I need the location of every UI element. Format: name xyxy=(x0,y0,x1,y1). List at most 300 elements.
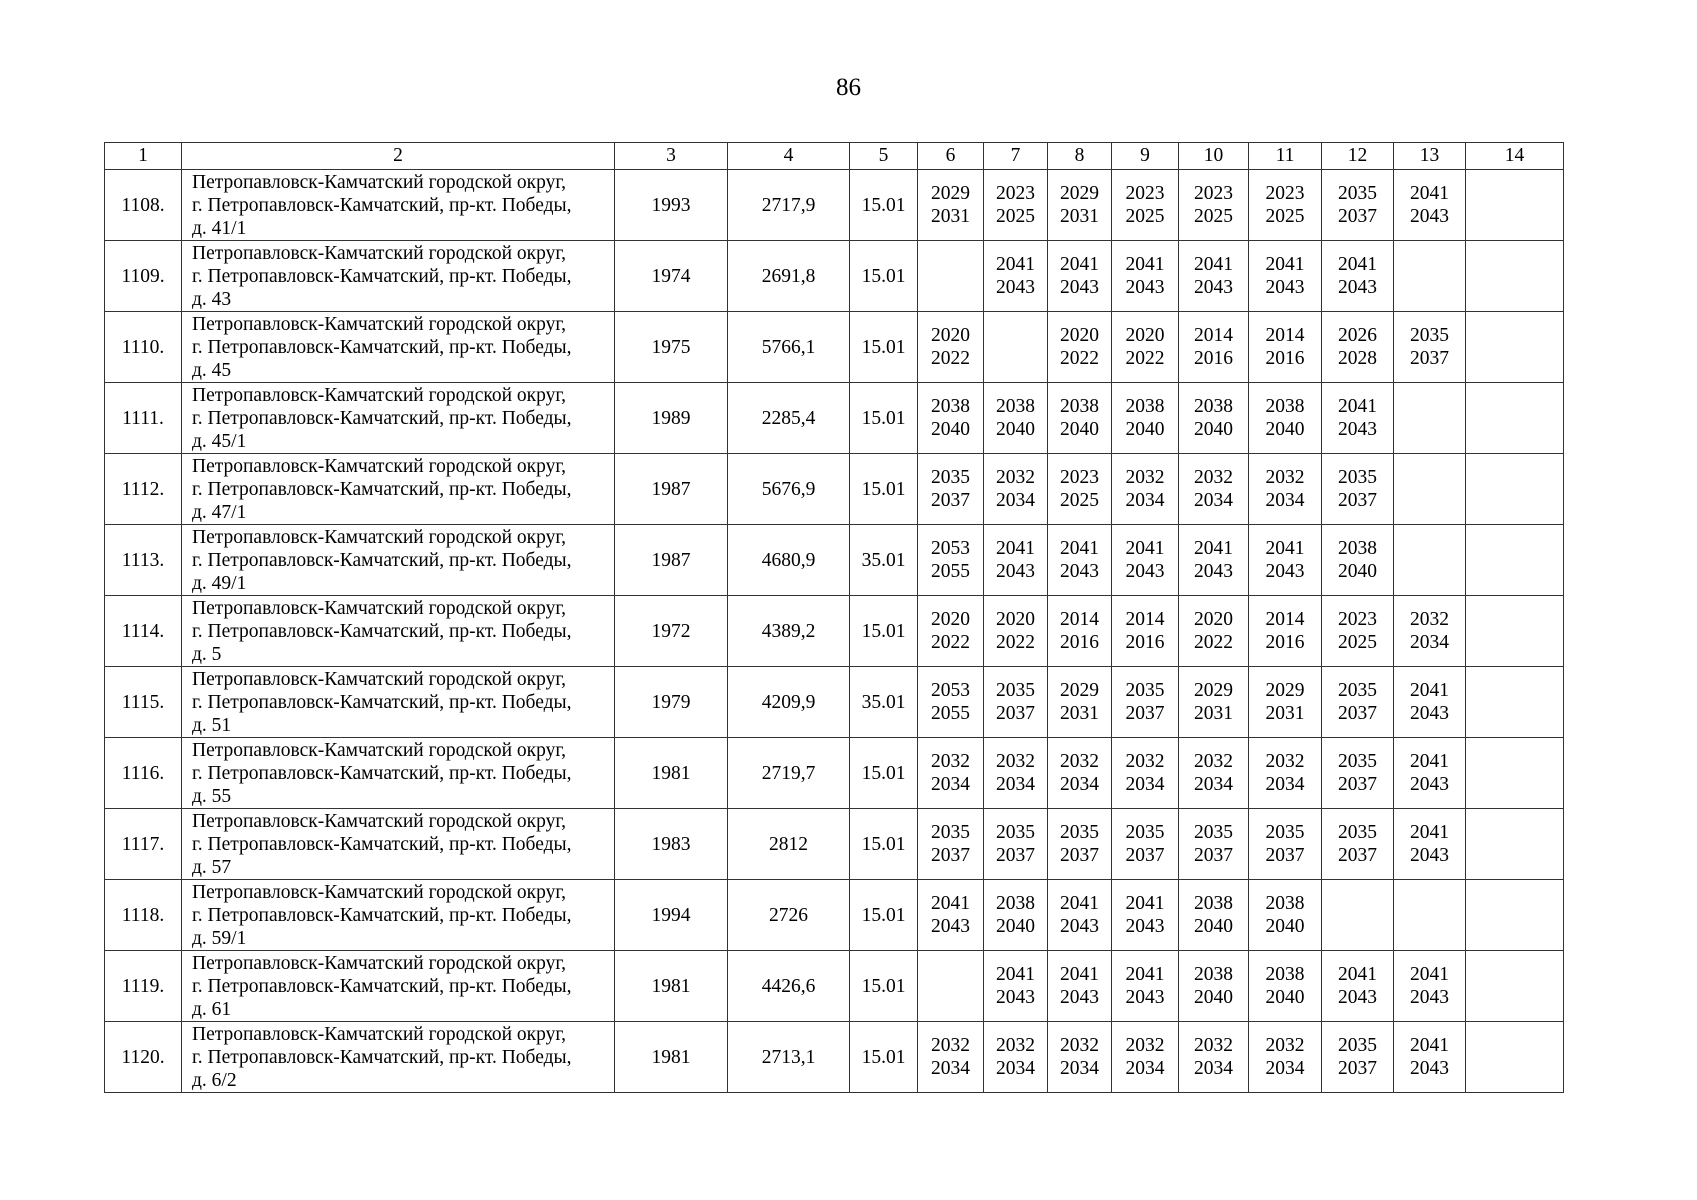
period-cell xyxy=(1048,525,1112,596)
period-end-year: 2022 xyxy=(931,348,970,369)
period-end-year: 2016 xyxy=(1265,632,1305,653)
period-end-year: 2043 xyxy=(996,561,1035,582)
period-cell xyxy=(1394,738,1466,809)
period-start-year: 2041 xyxy=(1125,964,1165,985)
period-cell xyxy=(1112,170,1179,241)
period-end-year: 2034 xyxy=(1265,1058,1305,1079)
period-end-year: 2025 xyxy=(1125,206,1165,227)
period-cell xyxy=(1048,312,1112,383)
table-row xyxy=(105,596,1564,667)
code-cell: 15.01 xyxy=(850,170,918,241)
build-year-cell: 1983 xyxy=(615,809,728,880)
period-cell xyxy=(1322,1022,1394,1093)
period-cell xyxy=(1322,170,1394,241)
period-cell xyxy=(1394,951,1466,1022)
period-end-year: 2040 xyxy=(1265,916,1305,937)
column-header-7: 7 xyxy=(984,143,1048,170)
address-line: Петропавловск-Камчатский городской округ, xyxy=(192,384,567,406)
period-cell xyxy=(1179,880,1249,951)
period-end-year: 2040 xyxy=(1194,916,1233,937)
row-number: 1116. xyxy=(105,738,182,809)
period-cell xyxy=(984,525,1048,596)
table-row xyxy=(105,880,1564,951)
period-end-year: 2037 xyxy=(1125,703,1165,724)
period-start-year: 2038 xyxy=(996,396,1035,417)
period-cell xyxy=(1249,525,1322,596)
period-start-year: 2032 xyxy=(1265,751,1305,772)
period-end-year: 2028 xyxy=(1338,348,1377,369)
row-number: 1113. xyxy=(105,525,182,596)
period-start-year: 2014 xyxy=(1060,609,1099,630)
period-cell xyxy=(1322,312,1394,383)
period-start-year: 2038 xyxy=(1265,396,1305,417)
period-start-year: 2041 xyxy=(996,964,1035,985)
code-cell: 15.01 xyxy=(850,809,918,880)
period-end-year: 2037 xyxy=(1338,1058,1377,1079)
period-end-year: 2031 xyxy=(1194,703,1233,724)
period-end-year: 2034 xyxy=(1060,774,1099,795)
period-cell xyxy=(1394,809,1466,880)
period-end-year: 2037 xyxy=(931,490,970,511)
period-cell xyxy=(1394,241,1466,312)
address-line: Петропавловск-Камчатский городской округ, xyxy=(192,597,567,619)
period-cell xyxy=(984,667,1048,738)
period-end-year: 2031 xyxy=(931,206,970,227)
period-end-year: 2037 xyxy=(1338,845,1377,866)
period-cell xyxy=(1394,170,1466,241)
address-line: Петропавловск-Камчатский городской округ, xyxy=(192,739,567,761)
period-cell xyxy=(1249,667,1322,738)
period-cell xyxy=(918,454,984,525)
period-end-year: 2037 xyxy=(996,845,1035,866)
period-cell xyxy=(1394,596,1466,667)
period-start-year: 2014 xyxy=(1125,609,1165,630)
period-end-year: 2043 xyxy=(1410,987,1449,1008)
address-line: д. 55 xyxy=(192,785,232,807)
build-year-cell: 1975 xyxy=(615,312,728,383)
period-cell xyxy=(918,1022,984,1093)
period-end-year: 2037 xyxy=(1060,845,1099,866)
period-end-year: 2043 xyxy=(1060,916,1099,937)
build-year-cell: 1987 xyxy=(615,525,728,596)
period-end-year: 2043 xyxy=(1338,987,1377,1008)
table-row xyxy=(105,951,1564,1022)
code-cell: 15.01 xyxy=(850,454,918,525)
period-end-year: 2034 xyxy=(931,1058,970,1079)
period-cell xyxy=(1048,809,1112,880)
period-start-year: 2032 xyxy=(1194,467,1233,488)
period-start-year: 2038 xyxy=(1125,396,1165,417)
period-end-year: 2022 xyxy=(1194,632,1233,653)
period-cell xyxy=(1179,596,1249,667)
period-cell xyxy=(1048,383,1112,454)
period-end-year: 2043 xyxy=(1194,561,1233,582)
address-line: Петропавловск-Камчатский городской округ, xyxy=(192,881,567,903)
address-cell xyxy=(182,383,615,454)
housing-repair-schedule-table xyxy=(104,142,1564,1093)
period-start-year: 2038 xyxy=(1194,964,1233,985)
address-line: д. 5 xyxy=(192,643,222,665)
period-cell xyxy=(1048,951,1112,1022)
period-cell xyxy=(1394,454,1466,525)
address-line: Петропавловск-Камчатский городской округ, xyxy=(192,171,567,193)
period-start-year: 2023 xyxy=(1125,183,1165,204)
period-cell xyxy=(1179,951,1249,1022)
period-end-year: 2040 xyxy=(1338,561,1377,582)
period-end-year: 2022 xyxy=(996,632,1035,653)
period-start-year: 2035 xyxy=(1338,1035,1377,1056)
column-header-8: 8 xyxy=(1048,143,1112,170)
period-start-year: 2023 xyxy=(1265,183,1305,204)
period-cell xyxy=(1322,596,1394,667)
area-cell: 4209,9 xyxy=(728,667,850,738)
period-start-year: 2032 xyxy=(996,1035,1035,1056)
period-end-year: 2043 xyxy=(1125,987,1165,1008)
period-start-year: 2053 xyxy=(931,680,970,701)
period-start-year: 2035 xyxy=(996,680,1035,701)
area-cell: 2285,4 xyxy=(728,383,850,454)
code-cell: 15.01 xyxy=(850,951,918,1022)
period-end-year: 2034 xyxy=(1194,1058,1233,1079)
period-end-year: 2040 xyxy=(996,419,1035,440)
period-cell xyxy=(1112,880,1179,951)
build-year-cell: 1979 xyxy=(615,667,728,738)
period-cell xyxy=(1179,809,1249,880)
period-end-year: 2040 xyxy=(1265,419,1305,440)
code-cell: 15.01 xyxy=(850,241,918,312)
period-cell xyxy=(918,241,984,312)
row-number: 1119. xyxy=(105,951,182,1022)
period-cell xyxy=(918,170,984,241)
address-line: Петропавловск-Камчатский городской округ, xyxy=(192,668,567,690)
area-cell: 2726 xyxy=(728,880,850,951)
row-number: 1114. xyxy=(105,596,182,667)
period-start-year: 2041 xyxy=(1338,254,1377,275)
period-end-year: 2034 xyxy=(1060,1058,1099,1079)
period-cell xyxy=(1249,170,1322,241)
period-start-year: 2029 xyxy=(1194,680,1233,701)
period-start-year: 2032 xyxy=(1060,1035,1099,1056)
period-start-year: 2035 xyxy=(1338,680,1377,701)
period-end-year: 2034 xyxy=(1265,490,1305,511)
address-line: г. Петропавловск-Камчатский, пр-кт. Победы, xyxy=(192,478,572,500)
period-cell xyxy=(1394,383,1466,454)
address-line: г. Петропавловск-Камчатский, пр-кт. Победы, xyxy=(192,194,572,216)
page-number: 86 xyxy=(836,74,861,101)
table-header-row xyxy=(105,143,1564,170)
period-cell xyxy=(1048,454,1112,525)
period-end-year: 2043 xyxy=(996,277,1035,298)
period-start-year: 2041 xyxy=(1125,254,1165,275)
period-start-year: 2041 xyxy=(1410,751,1449,772)
address-cell xyxy=(182,738,615,809)
address-line: г. Петропавловск-Камчатский, пр-кт. Победы, xyxy=(192,691,572,713)
period-start-year: 2032 xyxy=(1125,1035,1165,1056)
period-cell xyxy=(1179,241,1249,312)
period-cell xyxy=(984,170,1048,241)
build-year-cell: 1974 xyxy=(615,241,728,312)
period-end-year: 2055 xyxy=(931,561,970,582)
period-end-year: 2043 xyxy=(1194,277,1233,298)
column-header-6: 6 xyxy=(918,143,984,170)
period-cell xyxy=(1466,312,1564,383)
table-row xyxy=(105,525,1564,596)
period-cell xyxy=(1249,596,1322,667)
period-cell xyxy=(1179,170,1249,241)
period-start-year: 2053 xyxy=(931,538,970,559)
table-row xyxy=(105,241,1564,312)
period-end-year: 2040 xyxy=(1125,419,1165,440)
period-end-year: 2043 xyxy=(1410,1058,1449,1079)
period-end-year: 2034 xyxy=(1125,774,1165,795)
period-cell xyxy=(1249,312,1322,383)
period-cell xyxy=(1322,525,1394,596)
table-row xyxy=(105,667,1564,738)
period-end-year: 2031 xyxy=(1265,703,1305,724)
period-end-year: 2040 xyxy=(1194,987,1233,1008)
area-cell: 5766,1 xyxy=(728,312,850,383)
address-cell xyxy=(182,241,615,312)
period-cell xyxy=(1249,738,1322,809)
period-end-year: 2025 xyxy=(1265,206,1305,227)
build-year-cell: 1981 xyxy=(615,1022,728,1093)
period-start-year: 2014 xyxy=(1265,609,1305,630)
period-start-year: 2038 xyxy=(931,396,970,417)
period-cell xyxy=(1249,951,1322,1022)
period-start-year: 2035 xyxy=(1265,822,1305,843)
code-cell: 15.01 xyxy=(850,1022,918,1093)
address-line: д. 47/1 xyxy=(192,501,247,523)
period-end-year: 2055 xyxy=(931,703,970,724)
period-end-year: 2043 xyxy=(1410,206,1449,227)
address-line: д. 57 xyxy=(192,856,232,878)
column-header-1: 1 xyxy=(105,143,182,170)
period-end-year: 2016 xyxy=(1060,632,1099,653)
period-start-year: 2035 xyxy=(1338,183,1377,204)
row-number: 1112. xyxy=(105,454,182,525)
period-cell xyxy=(1249,241,1322,312)
address-line: г. Петропавловск-Камчатский, пр-кт. Победы, xyxy=(192,620,572,642)
period-cell xyxy=(1466,454,1564,525)
period-start-year: 2026 xyxy=(1338,325,1377,346)
period-start-year: 2029 xyxy=(1265,680,1305,701)
period-start-year: 2032 xyxy=(931,751,970,772)
area-cell: 2717,9 xyxy=(728,170,850,241)
period-end-year: 2022 xyxy=(1125,348,1165,369)
period-start-year: 2041 xyxy=(1060,893,1099,914)
period-cell xyxy=(1179,312,1249,383)
period-end-year: 2043 xyxy=(1060,277,1099,298)
period-cell xyxy=(1112,738,1179,809)
period-start-year: 2035 xyxy=(1338,822,1377,843)
period-cell xyxy=(1466,809,1564,880)
table-row xyxy=(105,809,1564,880)
address-cell xyxy=(182,1022,615,1093)
period-cell xyxy=(1249,383,1322,454)
period-start-year: 2038 xyxy=(1265,893,1305,914)
period-cell xyxy=(1466,525,1564,596)
period-end-year: 2037 xyxy=(1338,490,1377,511)
period-end-year: 2022 xyxy=(1060,348,1099,369)
period-end-year: 2016 xyxy=(1125,632,1165,653)
period-cell xyxy=(984,312,1048,383)
column-header-13: 13 xyxy=(1394,143,1466,170)
area-cell: 2713,1 xyxy=(728,1022,850,1093)
period-end-year: 2040 xyxy=(1060,419,1099,440)
period-end-year: 2043 xyxy=(1265,561,1305,582)
period-end-year: 2034 xyxy=(1125,1058,1165,1079)
period-end-year: 2034 xyxy=(996,774,1035,795)
address-line: г. Петропавловск-Камчатский, пр-кт. Победы, xyxy=(192,904,572,926)
period-start-year: 2038 xyxy=(1060,396,1099,417)
build-year-cell: 1981 xyxy=(615,951,728,1022)
period-start-year: 2038 xyxy=(996,893,1035,914)
period-cell xyxy=(1249,454,1322,525)
period-cell xyxy=(1466,667,1564,738)
period-start-year: 2032 xyxy=(931,1035,970,1056)
address-cell xyxy=(182,809,615,880)
period-cell xyxy=(1179,454,1249,525)
period-cell xyxy=(1466,880,1564,951)
period-cell xyxy=(918,596,984,667)
period-cell xyxy=(984,880,1048,951)
period-end-year: 2043 xyxy=(996,987,1035,1008)
period-cell xyxy=(984,241,1048,312)
address-line: Петропавловск-Камчатский городской округ, xyxy=(192,242,567,264)
period-end-year: 2043 xyxy=(1410,774,1449,795)
code-cell: 15.01 xyxy=(850,738,918,809)
address-line: Петропавловск-Камчатский городской округ, xyxy=(192,952,567,974)
row-number: 1108. xyxy=(105,170,182,241)
period-end-year: 2043 xyxy=(1338,419,1377,440)
period-start-year: 2032 xyxy=(1194,1035,1233,1056)
period-end-year: 2037 xyxy=(1338,206,1377,227)
period-end-year: 2043 xyxy=(1125,561,1165,582)
area-cell: 2812 xyxy=(728,809,850,880)
period-cell xyxy=(918,383,984,454)
period-start-year: 2014 xyxy=(1265,325,1305,346)
period-cell xyxy=(1322,454,1394,525)
address-line: Петропавловск-Камчатский городской округ, xyxy=(192,455,567,477)
period-start-year: 2020 xyxy=(931,325,970,346)
period-start-year: 2023 xyxy=(1338,609,1377,630)
period-cell xyxy=(1048,170,1112,241)
period-end-year: 2043 xyxy=(1338,277,1377,298)
period-cell xyxy=(918,312,984,383)
period-start-year: 2020 xyxy=(996,609,1035,630)
period-start-year: 2029 xyxy=(931,183,970,204)
period-start-year: 2029 xyxy=(1060,680,1099,701)
code-cell: 35.01 xyxy=(850,525,918,596)
period-cell xyxy=(1466,383,1564,454)
code-cell: 15.01 xyxy=(850,383,918,454)
row-number: 1120. xyxy=(105,1022,182,1093)
period-cell xyxy=(984,809,1048,880)
period-start-year: 2020 xyxy=(1125,325,1165,346)
period-cell xyxy=(1322,383,1394,454)
period-end-year: 2034 xyxy=(1194,490,1233,511)
period-end-year: 2037 xyxy=(1265,845,1305,866)
period-cell xyxy=(1466,170,1564,241)
address-line: д. 43 xyxy=(192,288,232,310)
area-cell: 5676,9 xyxy=(728,454,850,525)
period-end-year: 2040 xyxy=(1265,987,1305,1008)
period-cell xyxy=(918,525,984,596)
build-year-cell: 1981 xyxy=(615,738,728,809)
period-start-year: 2041 xyxy=(1060,254,1099,275)
period-end-year: 2034 xyxy=(1194,774,1233,795)
period-start-year: 2032 xyxy=(996,467,1035,488)
column-header-10: 10 xyxy=(1179,143,1249,170)
period-start-year: 2041 xyxy=(1338,964,1377,985)
period-cell xyxy=(984,951,1048,1022)
period-cell xyxy=(918,809,984,880)
table-row xyxy=(105,1022,1564,1093)
period-start-year: 2032 xyxy=(1125,467,1165,488)
row-number: 1118. xyxy=(105,880,182,951)
code-cell: 15.01 xyxy=(850,880,918,951)
address-cell xyxy=(182,880,615,951)
period-cell xyxy=(1112,1022,1179,1093)
period-cell xyxy=(1048,241,1112,312)
period-end-year: 2022 xyxy=(931,632,970,653)
address-line: г. Петропавловск-Камчатский, пр-кт. Победы, xyxy=(192,762,572,784)
period-start-year: 2041 xyxy=(1410,680,1449,701)
period-end-year: 2025 xyxy=(1338,632,1377,653)
period-start-year: 2041 xyxy=(931,893,970,914)
period-end-year: 2034 xyxy=(1265,774,1305,795)
period-end-year: 2037 xyxy=(1338,774,1377,795)
period-cell xyxy=(1048,1022,1112,1093)
period-start-year: 2041 xyxy=(1410,1035,1449,1056)
period-start-year: 2041 xyxy=(1410,822,1449,843)
period-end-year: 2037 xyxy=(1338,703,1377,724)
address-line: г. Петропавловск-Камчатский, пр-кт. Победы, xyxy=(192,549,572,571)
period-end-year: 2037 xyxy=(931,845,970,866)
address-line: д. 45/1 xyxy=(192,430,247,452)
period-cell xyxy=(1112,809,1179,880)
period-cell xyxy=(984,596,1048,667)
period-cell xyxy=(984,738,1048,809)
address-line: Петропавловск-Камчатский городской округ, xyxy=(192,810,567,832)
period-cell xyxy=(1394,525,1466,596)
address-line: д. 41/1 xyxy=(192,217,247,239)
period-cell xyxy=(1466,241,1564,312)
period-start-year: 2041 xyxy=(1338,396,1377,417)
period-start-year: 2038 xyxy=(1265,964,1305,985)
period-cell xyxy=(918,951,984,1022)
period-start-year: 2041 xyxy=(1265,254,1305,275)
build-year-cell: 1994 xyxy=(615,880,728,951)
period-cell xyxy=(1112,596,1179,667)
period-start-year: 2035 xyxy=(1410,325,1449,346)
period-cell xyxy=(1112,383,1179,454)
period-cell xyxy=(1394,1022,1466,1093)
period-end-year: 2040 xyxy=(996,916,1035,937)
address-line: Петропавловск-Камчатский городской округ, xyxy=(192,526,567,548)
period-cell xyxy=(1179,667,1249,738)
area-cell: 4680,9 xyxy=(728,525,850,596)
period-cell xyxy=(1394,667,1466,738)
build-year-cell: 1972 xyxy=(615,596,728,667)
period-start-year: 2032 xyxy=(1265,1035,1305,1056)
row-number: 1115. xyxy=(105,667,182,738)
period-cell xyxy=(1112,454,1179,525)
period-start-year: 2041 xyxy=(996,254,1035,275)
period-start-year: 2041 xyxy=(1060,538,1099,559)
period-end-year: 2016 xyxy=(1194,348,1233,369)
period-end-year: 2034 xyxy=(996,490,1035,511)
